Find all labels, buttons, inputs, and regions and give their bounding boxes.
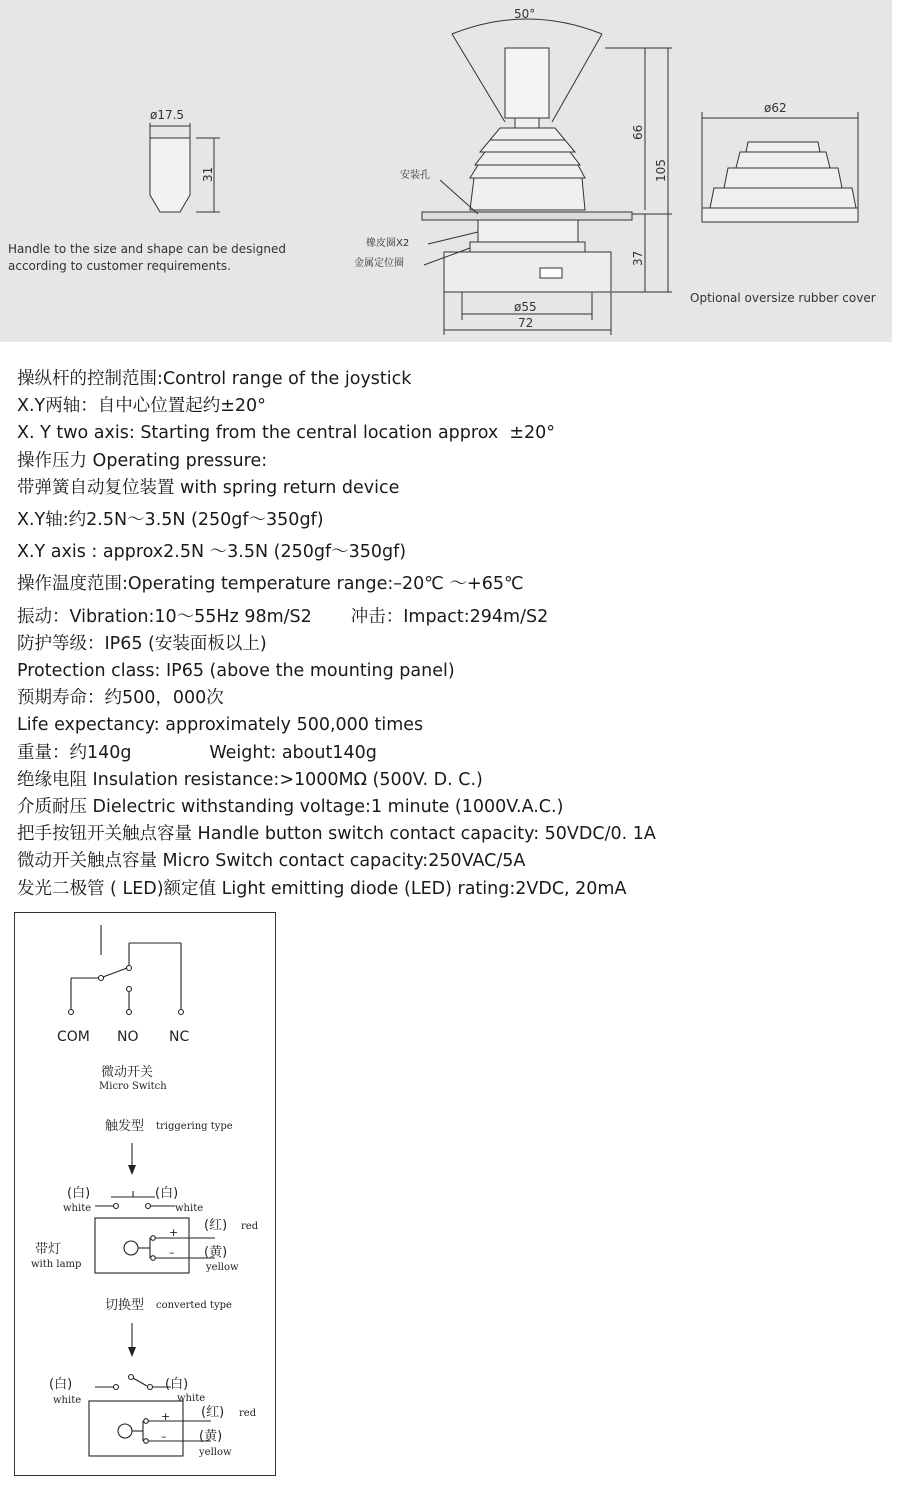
trigger-cn: 触发型 [105, 1119, 145, 1134]
specifications [17, 366, 887, 903]
spec-line: X.Y两轴：自中心位置起约±20° [17, 396, 266, 417]
red-1-cn: (红) [204, 1218, 228, 1233]
cover-note: Optional oversize rubber cover [690, 291, 876, 305]
handle-shape [150, 138, 190, 212]
label-nc: NC [169, 1029, 190, 1045]
spec-line: 微动开关触点容量 Micro Switch contact capacity:250VAC/5A [17, 851, 526, 872]
white-right-2-en: white [177, 1393, 206, 1404]
lamp-en: with lamp [31, 1259, 82, 1270]
label-mount-hole: 安装孔 [400, 170, 430, 181]
micro-switch-cn: 微动开关 [101, 1065, 154, 1080]
mounting-plate [422, 212, 632, 220]
white-right-en: white [175, 1203, 204, 1214]
bellows [470, 128, 585, 210]
joystick-knob [505, 48, 549, 118]
label-metal-ring: 金属定位圈 [354, 258, 404, 269]
micro-switch-en: Micro Switch [99, 1081, 167, 1092]
white-left-2-en: white [53, 1395, 82, 1406]
base-body [444, 252, 611, 292]
yellow-1-cn: (黄) [204, 1245, 228, 1260]
spec-line: 重量：约140g Weight: about140g [17, 742, 377, 763]
spec-line: 操作温度范围:Operating temperature range:–20℃ ～+65℃ [17, 574, 524, 595]
yellow-2-cn: (黄) [199, 1429, 223, 1444]
spec-line: Life expectancy: approximately 500,000 times [17, 715, 424, 736]
spec-line: Protection class: IP65 (above the mounting panel) [17, 661, 455, 682]
spec-line: 操作压力 Operating pressure: [17, 450, 268, 471]
spec-line: 操纵杆的控制范围:Control range of the joystick [17, 369, 412, 389]
white-left-en: white [63, 1203, 92, 1214]
spec-line: 把手按钮开关触点容量 Handle button switch contact capacity: 50VDC/0. 1A [17, 824, 656, 845]
red-1-en: red [241, 1221, 259, 1232]
convert-cn: 切换型 [105, 1298, 145, 1313]
label-com: COM [57, 1029, 90, 1045]
wiring-schematic [14, 912, 276, 1476]
spec-line: 带弹簧自动复位装置 with spring return device [17, 477, 400, 498]
dim-37: 37 [631, 250, 645, 266]
trigger-en: triggering type [156, 1121, 233, 1132]
label-rubber-ring: 橡皮圈X2 [366, 238, 410, 249]
dim-105: 105 [654, 159, 668, 182]
dim-cover-diameter: ø62 [764, 101, 787, 115]
spec-line: X.Y轴:约2.5N～3.5N (250gf～350gf) [17, 510, 324, 531]
yellow-1-en: yellow [206, 1262, 239, 1273]
rubber-cover [702, 142, 858, 222]
white-left-2-cn: (白) [49, 1377, 73, 1392]
minus-1: – [169, 1246, 175, 1259]
spec-line: X. Y two axis: Starting from the central location approx ±20° [17, 423, 556, 444]
red-2-en: red [239, 1408, 257, 1419]
dim-handle-height: 31 [201, 166, 215, 182]
drawing-svg [0, 0, 892, 342]
handle-note-line2: according to customer requirements. [8, 259, 231, 273]
white-right-cn: (白) [155, 1186, 179, 1201]
minus-2: – [161, 1430, 167, 1443]
technical-drawing [0, 0, 892, 342]
spec-line: 绝缘电阻 Insulation resistance:>1000MΩ (500V. D. C.) [17, 769, 483, 790]
spec-line: X.Y axis : approx2.5N ～3.5N (250gf～350gf) [17, 542, 407, 563]
white-left-cn: (白) [67, 1186, 91, 1201]
handle-note-line1: Handle to the size and shape can be designed [8, 242, 286, 256]
lamp-cn: 带灯 [35, 1242, 62, 1257]
plus-1: + [169, 1226, 179, 1239]
yellow-2-en: yellow [199, 1447, 232, 1458]
red-2-cn: (红) [201, 1405, 225, 1420]
schematic-svg [15, 913, 275, 1475]
spec-line: 预期寿命：约500，000次 [17, 688, 224, 709]
spec-line: 振动：Vibration:10～55Hz 98m/S2 冲击：Impact:294m/S2 [17, 606, 549, 627]
convert-en: converted type [156, 1300, 232, 1311]
plus-2: + [161, 1410, 171, 1423]
dim-72: 72 [518, 316, 534, 330]
angle-arc [452, 19, 602, 34]
spec-line: 介质耐压 Dielectric withstanding voltage:1 minute (1000V.A.C.) [17, 797, 564, 818]
spec-line: 防护等级：IP65 (安装面板以上) [17, 633, 267, 654]
dim-66: 66 [631, 124, 645, 140]
label-no: NO [117, 1029, 139, 1045]
spec-line: 发光二极管 ( LED)额定值 Light emitting diode (LED) rating:2VDC, 20mA [17, 878, 627, 899]
dim-angle: 50° [514, 7, 536, 21]
dim-handle-diameter: ø17.5 [150, 108, 185, 122]
dim-55: ø55 [514, 300, 537, 314]
white-right-2-cn: (白) [165, 1377, 189, 1392]
